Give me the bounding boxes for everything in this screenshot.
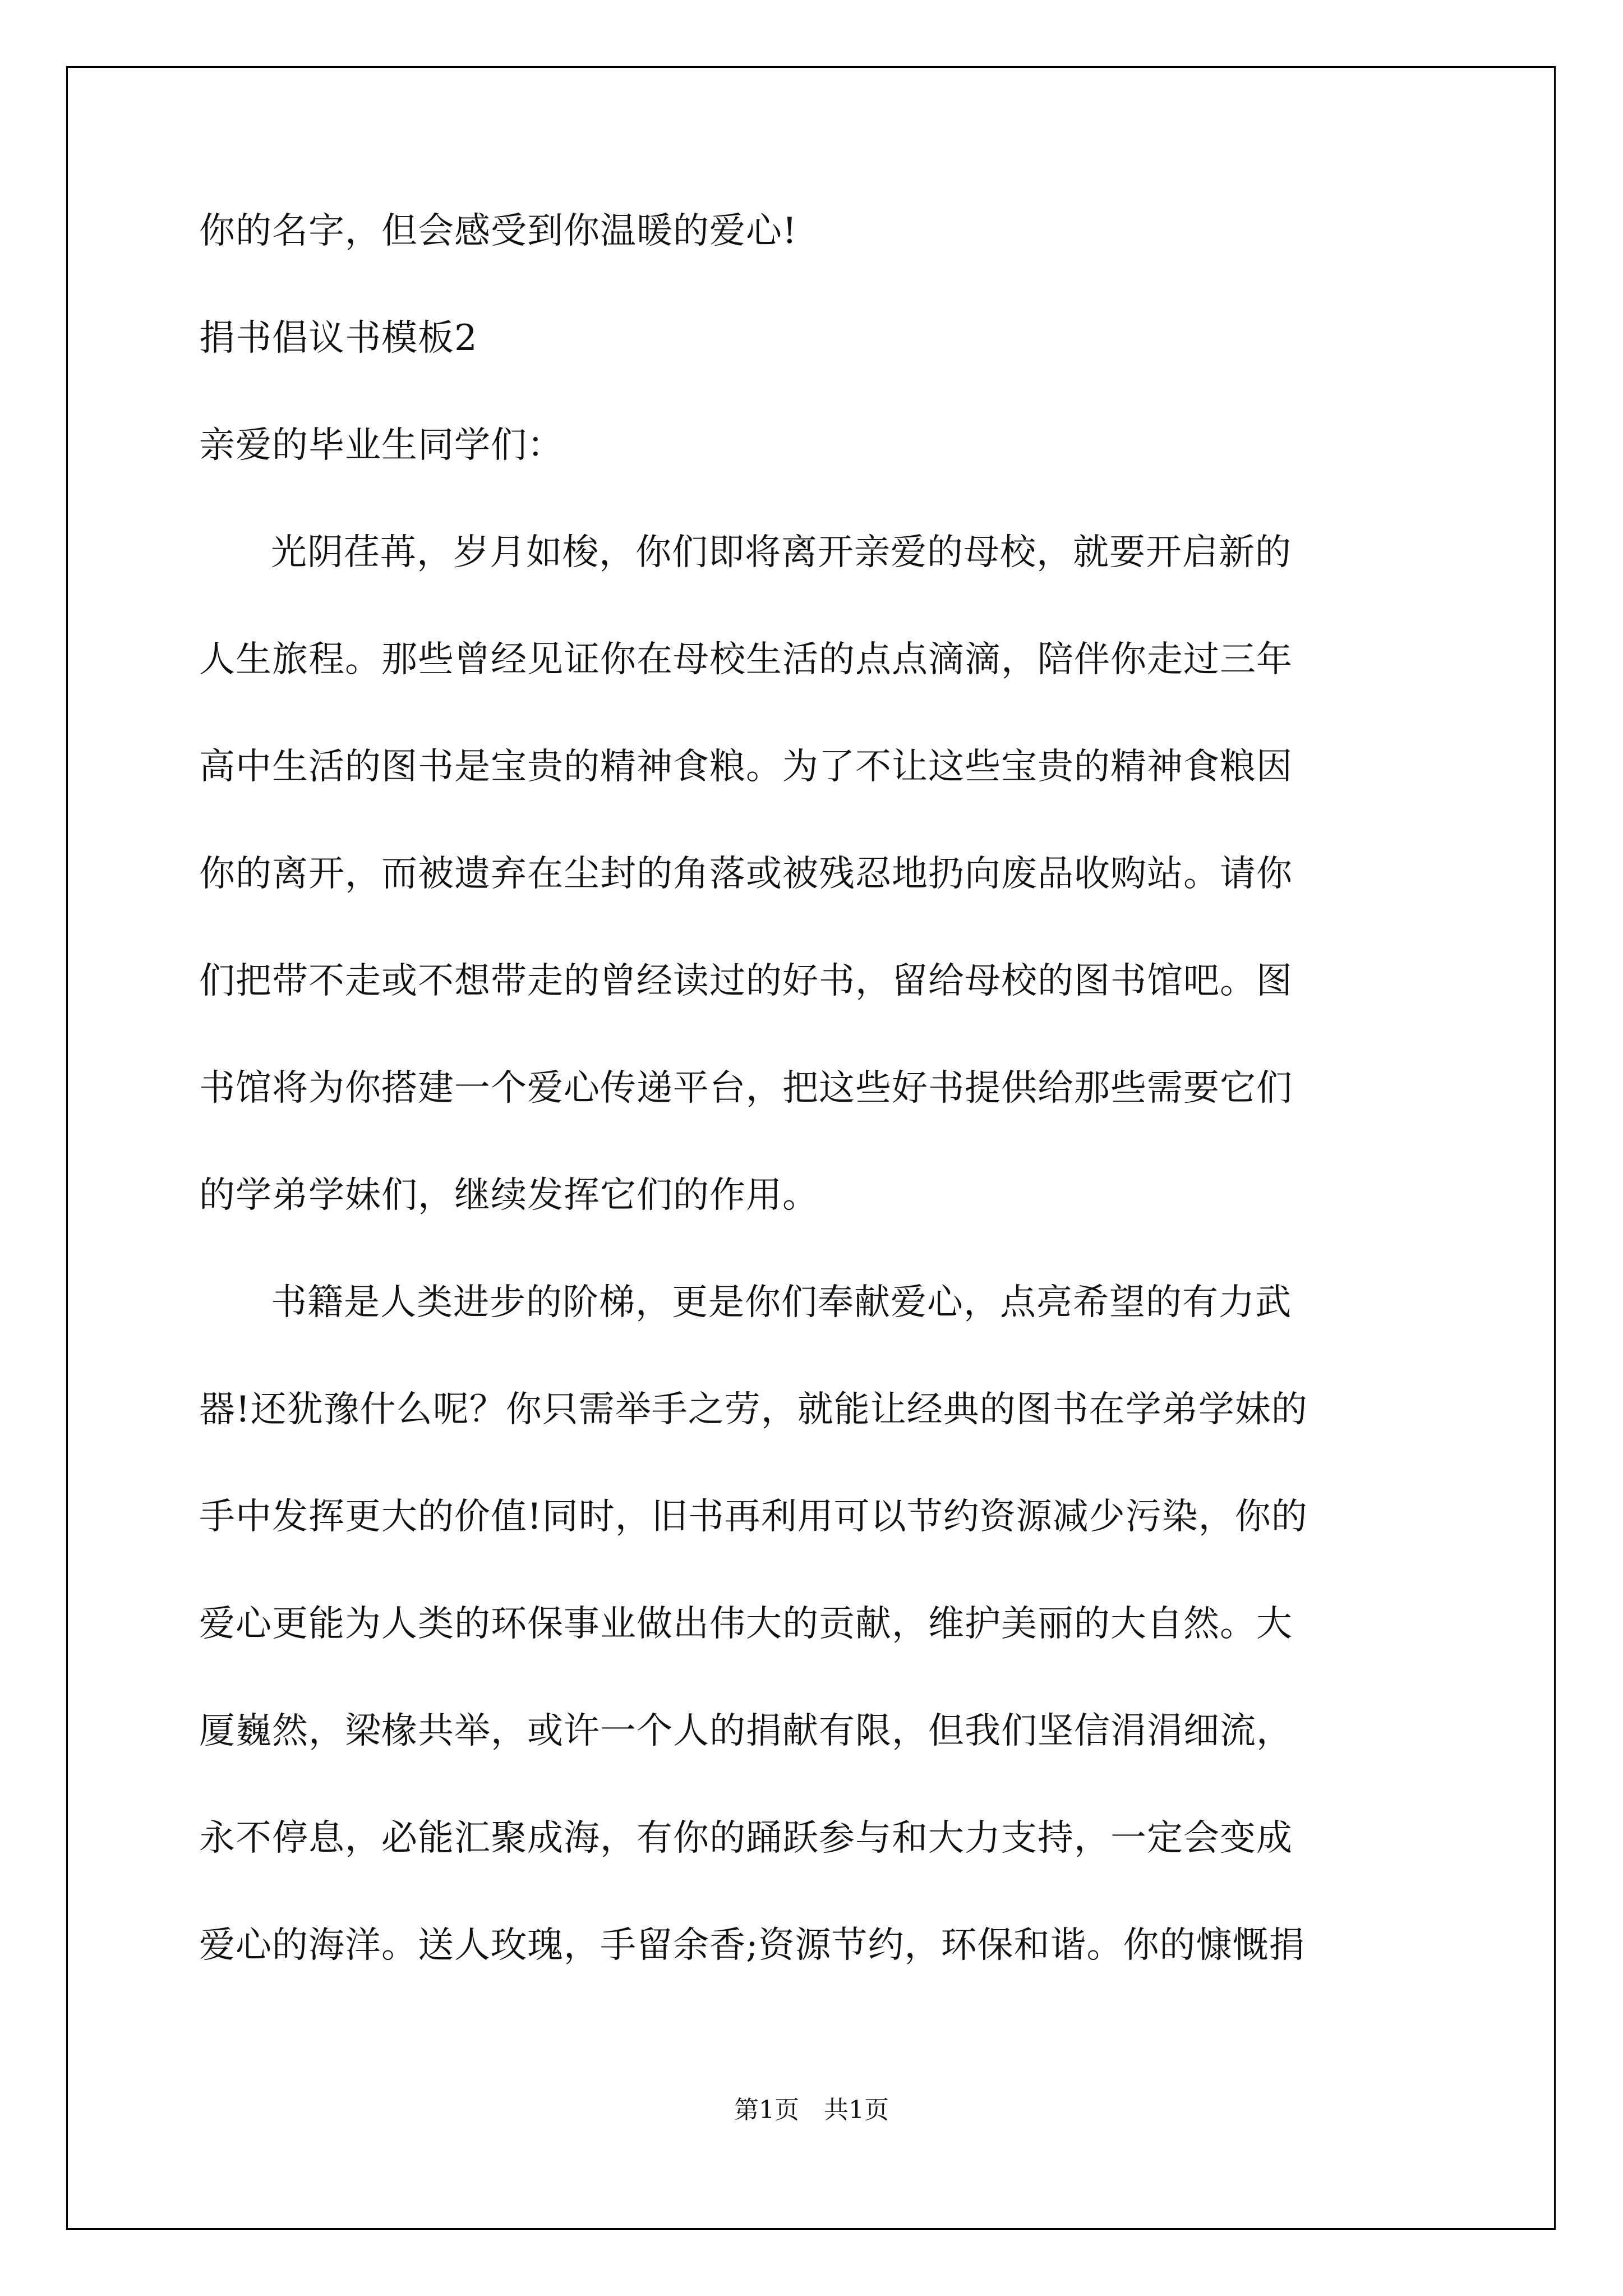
page-border [66,66,1556,2230]
page-total: 共1页 [824,2096,889,2124]
page-footer [0,2098,1623,2123]
text-line: 永不停息，必能汇聚成海，有你的踊跃参与和大力支持，一定会变成 [199,1818,1293,1859]
text-line: 书籍是人类进步的阶梯，更是你们奉献爱心，点亮希望的有力武 [271,1282,1292,1323]
text-line: 书馆将为你搭建一个爱心传递平台，把这些好书提供给那些需要它们 [199,1068,1293,1109]
text-line: 手中发挥更大的价值!同时，旧书再利用可以节约资源减少污染，你的 [199,1496,1308,1538]
text-line: 你的名字，但会感受到你温暖的爱心! [199,210,797,252]
text-line: 器!还犹豫什么呢？你只需举手之劳，就能让经典的图书在学弟学妹的 [199,1389,1308,1430]
section-title: 捐书倡议书模板2 [199,318,478,359]
text-line: 光阴荏苒，岁月如梭，你们即将离开亲爱的母校，就要开启新的 [271,532,1292,573]
text-line: 人生旅程。那些曾经见证你在母校生活的点点滴滴，陪伴你走过三年 [199,639,1293,680]
text-line: 们把带不走或不想带走的曾经读过的好书，留给母校的图书馆吧。图 [199,960,1293,1002]
text-line: 你的离开，而被遗弃在尘封的角落或被残忍地扔向废品收购站。请你 [199,853,1293,895]
text-line: 厦巍然，梁椽共举，或许一个人的捐献有限，但我们坚信涓涓细流， [199,1710,1293,1752]
page-number: 第1页 [734,2096,799,2124]
text-line: 爱心的海洋。送人玫瑰，手留余香;资源节约，环保和谐。你的慷慨捐 [199,1925,1306,1966]
text-line: 的学弟学妹们，继续发挥它们的作用。 [199,1175,819,1216]
salutation: 亲爱的毕业生同学们： [199,425,564,466]
text-line: 爱心更能为人类的环保事业做出伟大的贡献，维护美丽的大自然。大 [199,1603,1293,1645]
text-line: 高中生活的图书是宝贵的精神食粮。为了不让这些宝贵的精神食粮因 [199,746,1293,788]
